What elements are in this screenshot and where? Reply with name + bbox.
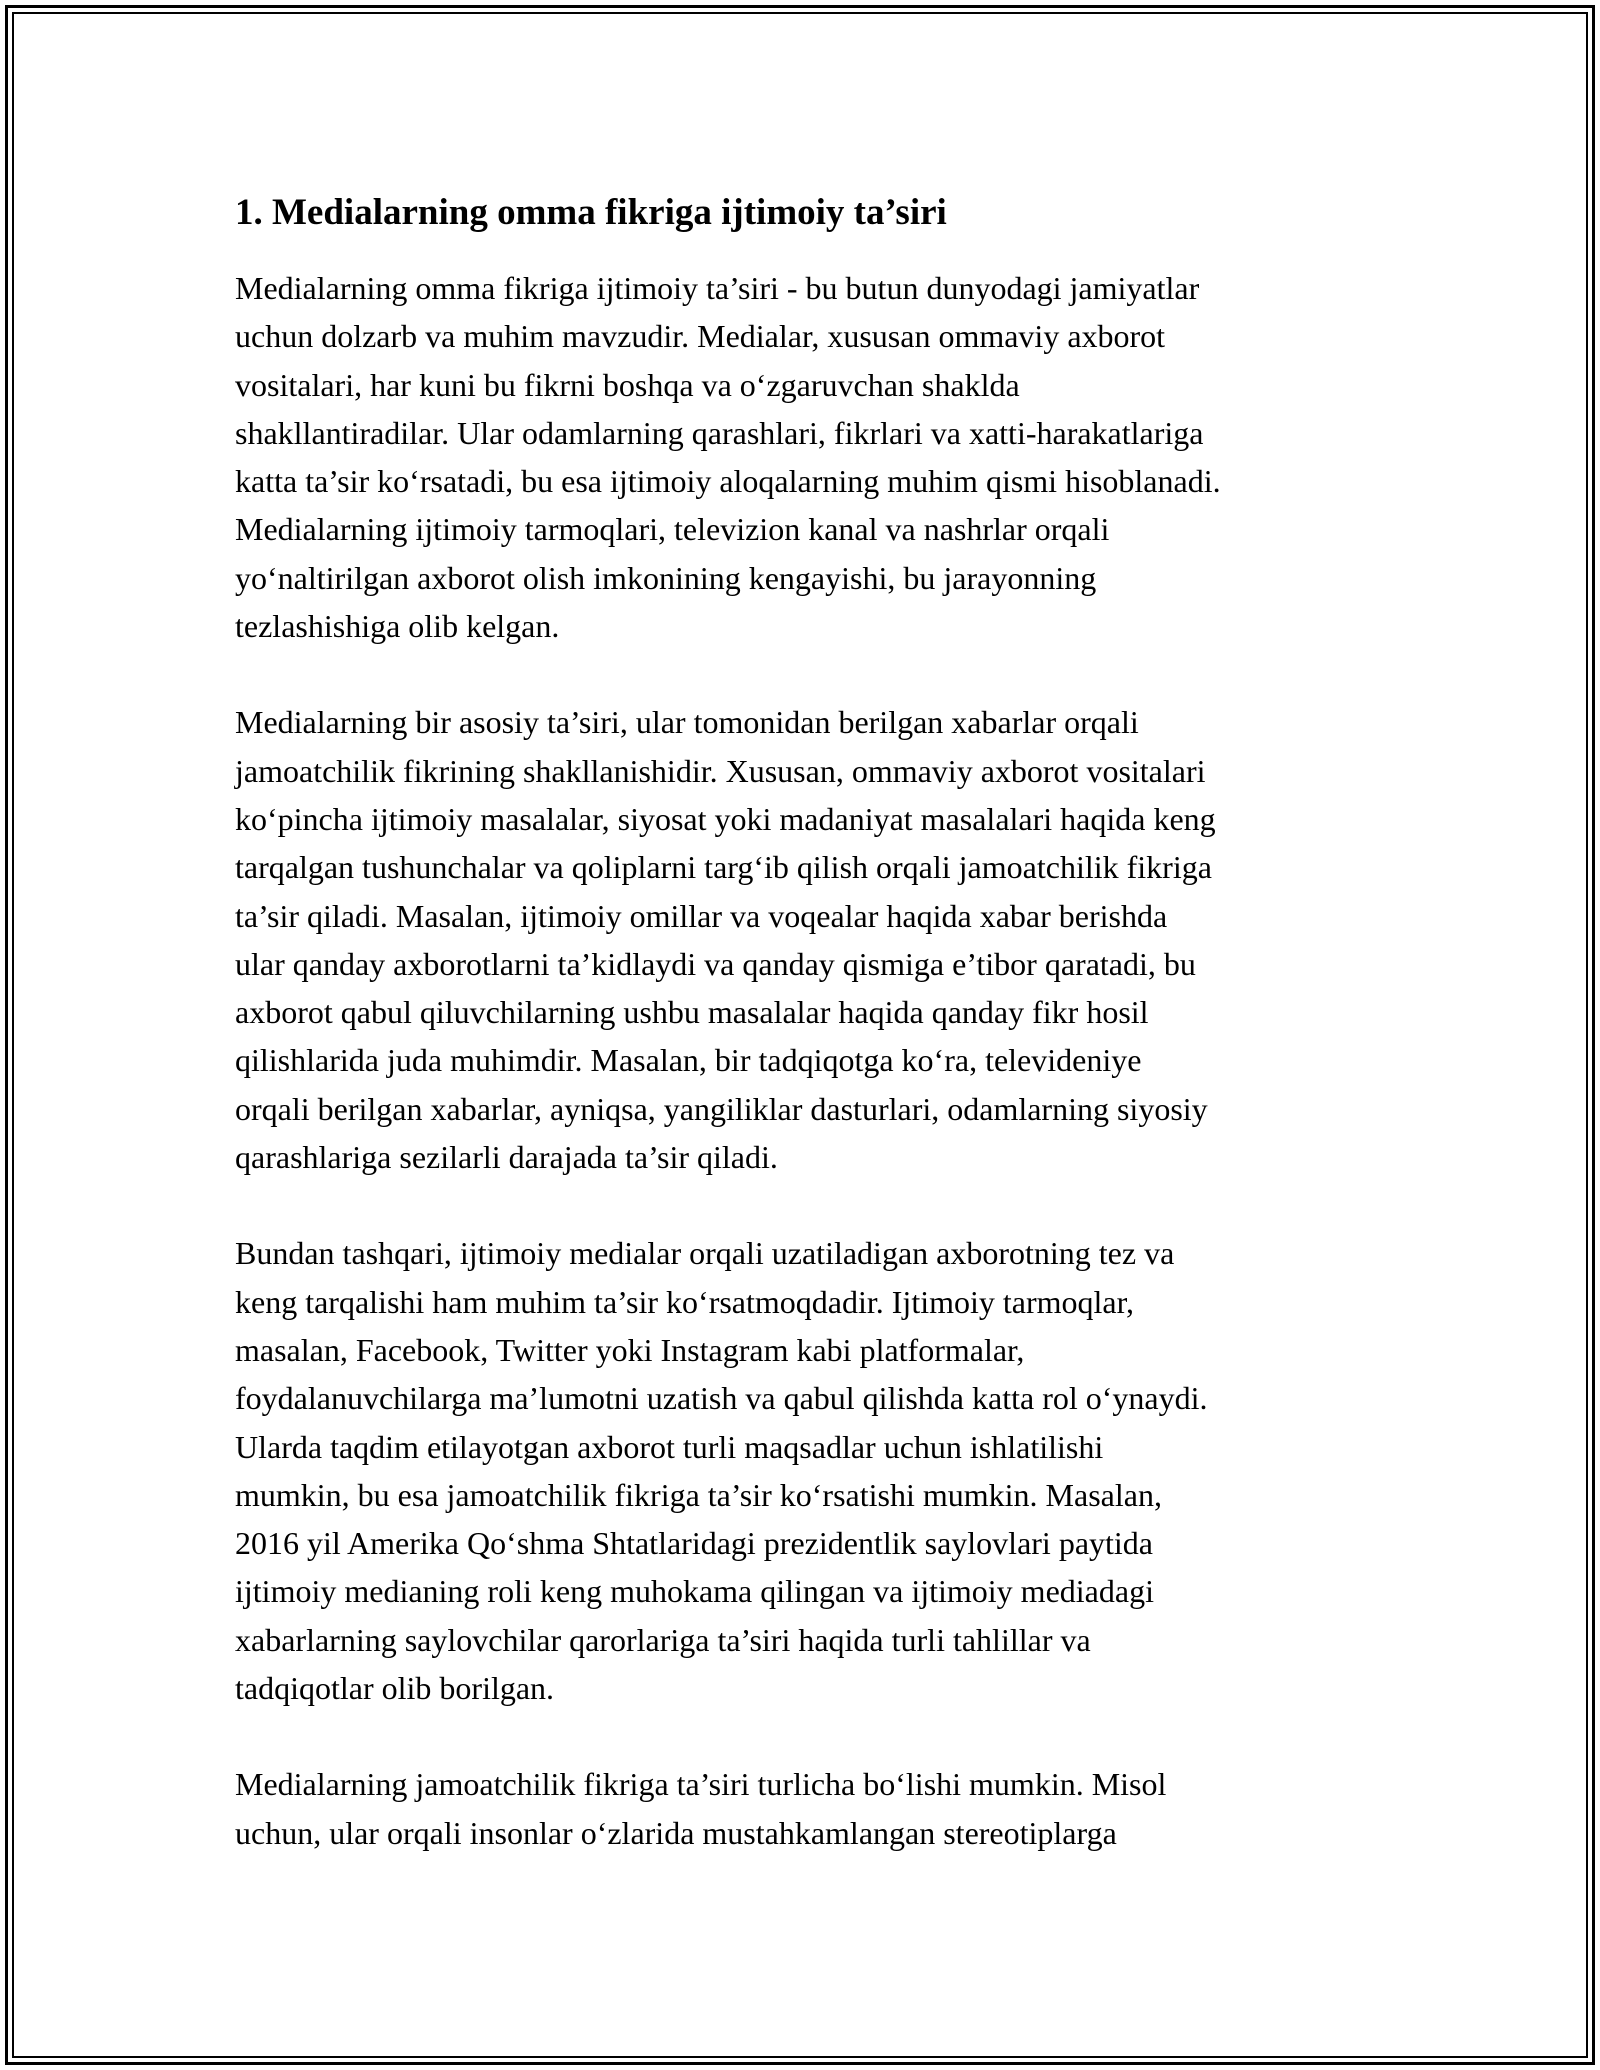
paragraph-3: Bundan tashqari, ijtimoiy medialar orqali uzatiladigan axborotning tez va keng tarqalishi ham muhim ta’sir ko‘rsatmoqdadir. Ijtimoiy tarmoqlar, masalan, Facebook, Twitter yoki Instagram kabi platformalar, foydalanuvchilarga ma’lumotni uzatish va qabul qilishda katta rol o‘ynaydi. Ularda taqdim etilayotgan axborot turli maqsadlar uchun ishlatilishi mumkin, bu esa jamoatchilik fikriga ta’sir ko‘rsatishi mumkin. Masalan, 2016 yil Amerika Qo‘shma Shtatlaridagi prezidentlik saylovlari paytida ijtimoiy medianing roli keng muhokama qilingan va ijtimoiy mediadagi xabarlarning saylovchilar qarorlariga ta’siri haqida turli tahlillar va tadqiqotlar olib borilgan.	[235, 1235, 1208, 1707]
paragraph-2: Medialarning bir asosiy ta’siri, ular tomonidan berilgan xabarlar orqali jamoatchilik fikrining shakllanishidir. Xususan, ommaviy axborot vositalari ko‘pincha ijtimoiy masalalar, siyosat yoki madaniyat masalalari haqida keng tarqalgan tushunchalar va qoliplarni targ‘ib qilish orqali jamoatchilik fikriga ta’sir qiladi. Masalan, ijtimoiy omillar va voqealar haqida xabar berishda ular qanday axborotlarni ta’kidlaydi va qanday qismiga e’tibor qaratadi, bu axborot qabul qiluvchilarning ushbu masalalar haqida qanday fikr hosil qilishlarida juda muhimdir. Masalan, bir tadqiqotga ko‘ra, televideniye orqali berilgan xabarlar, ayniqsa, yangiliklar dasturlari, odamlarning siyosiy qarashlariga sezilarli darajada ta’sir qiladi.	[235, 704, 1216, 1176]
section-heading: 1. Medialarning omma fikriga ijtimoiy ta’siri	[235, 192, 947, 233]
paragraph-4: Medialarning jamoatchilik fikriga ta’siri turlicha bo‘lishi mumkin. Misol uchun, ular orqali insonlar o‘zlarida mustahkamlangan stereotiplarga	[235, 1766, 1167, 1851]
paragraph-1: Medialarning omma fikriga ijtimoiy ta’siri - bu butun dunyodagi jamiyatlar uchun dolzarb va muhim mavzudir. Medialar, xususan ommaviy axborot vositalari, har kuni bu fikrni boshqa va o‘zgaruvchan shaklda shakllantiradilar. Ular odamlarning qarashlari, fikrlari va xatti-harakatlariga katta ta’sir ko‘rsatadi, bu esa ijtimoiy aloqalarning muhim qismi hisoblanadi. Medialarning ijtimoiy tarmoqlari, televizion kanal va nashrlar orqali yo‘naltirilgan axborot olish imkonining kengayishi, bu jarayonning tezlashishiga olib kelgan.	[235, 270, 1221, 645]
document-page	[235, 188, 1395, 1905]
